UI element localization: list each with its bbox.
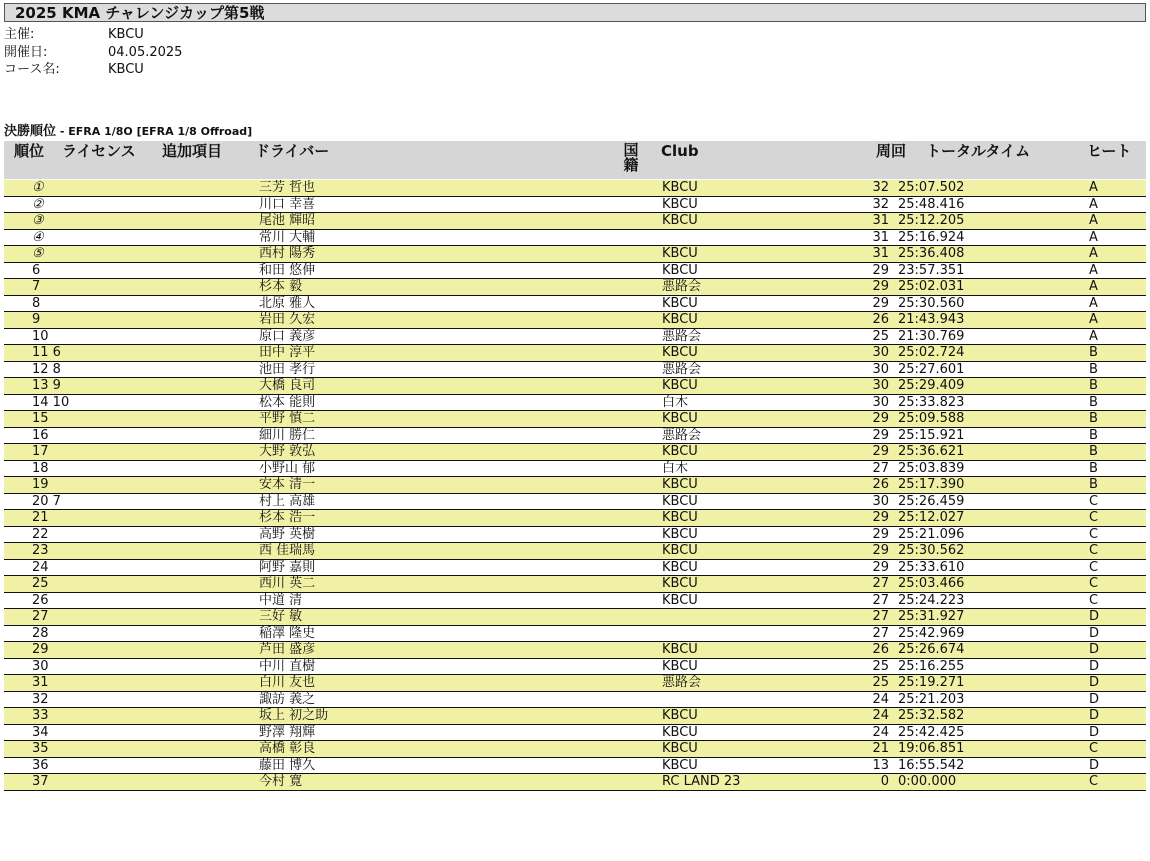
laps-cell: 24 xyxy=(872,691,889,707)
meta-label: 主催: xyxy=(4,27,35,42)
total-time-cell: 25:21.203 xyxy=(898,691,965,707)
position-cell: 27 xyxy=(32,609,49,624)
table-row xyxy=(4,609,1146,626)
position-cell: 31 xyxy=(32,675,49,690)
laps-cell: 29 xyxy=(872,559,889,575)
heat-cell: A xyxy=(1089,279,1098,294)
table-row xyxy=(4,510,1146,527)
club-cell: KBCU xyxy=(662,757,698,773)
heat-cell: A xyxy=(1089,213,1098,228)
column-header-extra: 追加項目 xyxy=(162,142,223,160)
total-time-cell: 25:03.466 xyxy=(898,576,965,591)
table-row xyxy=(4,180,1146,197)
club-cell: KBCU xyxy=(662,592,698,608)
laps-cell: 30 xyxy=(872,493,889,509)
table-row xyxy=(4,378,1146,395)
driver-cell: 細川 勝仁 xyxy=(259,427,316,443)
heat-cell: A xyxy=(1089,328,1098,344)
driver-cell: 高橋 彰良 xyxy=(259,741,316,756)
club-cell: KBCU xyxy=(662,543,698,558)
club-cell: KBCU xyxy=(662,295,698,311)
position-cell: 17 xyxy=(32,444,49,459)
club-cell: KBCU xyxy=(662,345,698,360)
position-cell: 36 xyxy=(32,757,49,773)
table-row xyxy=(4,279,1146,296)
club-cell: KBCU xyxy=(662,180,698,195)
club-cell: KBCU xyxy=(662,444,698,459)
total-time-cell: 25:21.096 xyxy=(898,526,965,542)
club-cell: 悪路会 xyxy=(662,328,702,344)
heat-cell: C xyxy=(1089,576,1099,591)
laps-cell: 30 xyxy=(872,361,889,377)
heat-cell: C xyxy=(1089,526,1099,542)
column-header-nationality-bottom: 籍 xyxy=(623,156,639,174)
club-cell: KBCU xyxy=(662,262,698,278)
driver-cell: 北原 雅人 xyxy=(259,295,316,311)
heat-cell: B xyxy=(1089,460,1098,476)
position-cell: ① xyxy=(32,180,44,195)
driver-cell: 川口 幸喜 xyxy=(259,196,316,212)
total-time-cell: 25:12.027 xyxy=(898,510,965,525)
position-cell: 8 xyxy=(32,295,41,311)
laps-cell: 27 xyxy=(872,592,889,608)
position-cell: 11 6 xyxy=(32,345,61,360)
position-cell: 26 xyxy=(32,592,49,608)
driver-cell: 大橋 良司 xyxy=(259,378,316,393)
table-row xyxy=(4,296,1146,313)
position-cell: 6 xyxy=(32,262,41,278)
heat-cell: D xyxy=(1089,691,1100,707)
table-row xyxy=(4,362,1146,379)
position-cell: 10 xyxy=(32,328,49,344)
position-cell: 33 xyxy=(32,708,49,723)
club-cell: KBCU xyxy=(662,411,698,426)
club-cell: KBCU xyxy=(662,559,698,575)
table-row xyxy=(4,329,1146,346)
heat-cell: B xyxy=(1089,477,1098,492)
position-cell: 16 xyxy=(32,427,49,443)
laps-cell: 25 xyxy=(872,658,889,674)
column-header-total-time: トータルタイム xyxy=(926,142,1031,160)
table-row xyxy=(4,312,1146,329)
laps-cell: 29 xyxy=(872,510,889,525)
heat-cell: D xyxy=(1089,642,1100,657)
total-time-cell: 25:33.610 xyxy=(898,559,965,575)
heat-cell: C xyxy=(1089,543,1099,558)
laps-cell: 26 xyxy=(872,477,889,492)
laps-cell: 21 xyxy=(872,741,889,756)
column-header-club: Club xyxy=(661,142,699,160)
driver-cell: 西 佳瑞馬 xyxy=(259,543,316,558)
total-time-cell: 25:12.205 xyxy=(898,213,965,228)
club-cell: KBCU xyxy=(662,213,698,228)
heat-cell: C xyxy=(1089,510,1099,525)
laps-cell: 25 xyxy=(872,675,889,690)
position-cell: 21 xyxy=(32,510,49,525)
heat-cell: D xyxy=(1089,724,1100,740)
table-row xyxy=(4,213,1146,230)
position-cell: ④ xyxy=(32,229,44,245)
club-cell: 白木 xyxy=(662,460,689,476)
heat-cell: B xyxy=(1089,361,1098,377)
table-row xyxy=(4,461,1146,478)
section-title-main: 決勝順位 xyxy=(4,124,57,139)
meta-label: コース名: xyxy=(4,62,60,77)
column-header-pos: 順位 xyxy=(14,142,45,160)
laps-cell: 32 xyxy=(872,196,889,212)
table-row xyxy=(4,725,1146,742)
table-row xyxy=(4,659,1146,676)
laps-cell: 29 xyxy=(872,543,889,558)
table-row xyxy=(4,626,1146,643)
total-time-cell: 25:27.601 xyxy=(898,361,965,377)
meta-label: 開催日: xyxy=(4,45,48,60)
club-cell: KBCU xyxy=(662,378,698,393)
total-time-cell: 19:06.851 xyxy=(898,741,965,756)
laps-cell: 27 xyxy=(872,576,889,591)
total-time-cell: 25:42.969 xyxy=(898,625,965,641)
position-cell: 24 xyxy=(32,559,49,575)
heat-cell: C xyxy=(1089,592,1099,608)
driver-cell: 村上 高雄 xyxy=(259,493,316,509)
total-time-cell: 23:57.351 xyxy=(898,262,965,278)
heat-cell: D xyxy=(1089,675,1100,690)
driver-cell: 小野山 郁 xyxy=(259,460,316,476)
table-row xyxy=(4,560,1146,577)
heat-cell: C xyxy=(1089,493,1099,509)
laps-cell: 27 xyxy=(872,460,889,476)
driver-cell: 中道 清 xyxy=(259,592,303,608)
table-row xyxy=(4,411,1146,428)
driver-cell: 藤田 博久 xyxy=(259,757,316,773)
driver-cell: 高野 英樹 xyxy=(259,526,316,542)
laps-cell: 27 xyxy=(872,609,889,624)
position-cell: 13 9 xyxy=(32,378,61,393)
meta-value: 04.05.2025 xyxy=(108,45,183,60)
total-time-cell: 25:30.560 xyxy=(898,295,965,311)
heat-cell: C xyxy=(1089,559,1099,575)
driver-cell: 大野 敦弘 xyxy=(259,444,316,459)
heat-cell: C xyxy=(1089,774,1099,789)
position-cell: 32 xyxy=(32,691,49,707)
laps-cell: 26 xyxy=(872,642,889,657)
heat-cell: B xyxy=(1089,411,1098,426)
driver-cell: 阿野 嘉則 xyxy=(259,559,316,575)
driver-cell: 原口 義彦 xyxy=(259,328,316,344)
club-cell: 悪路会 xyxy=(662,675,702,690)
column-header-laps: 周回 xyxy=(876,142,907,160)
laps-cell: 0 xyxy=(880,774,889,789)
driver-cell: 杉本 毅 xyxy=(259,279,303,294)
heat-cell: B xyxy=(1089,427,1098,443)
driver-cell: 平野 慎二 xyxy=(259,411,316,426)
total-time-cell: 25:33.823 xyxy=(898,394,965,410)
driver-cell: 芦田 盛彦 xyxy=(259,642,316,657)
club-cell: KBCU xyxy=(662,196,698,212)
table-row xyxy=(4,527,1146,544)
position-cell: 29 xyxy=(32,642,49,657)
table-row xyxy=(4,395,1146,412)
laps-cell: 29 xyxy=(872,526,889,542)
table-row xyxy=(4,230,1146,247)
position-cell: ⑤ xyxy=(32,246,44,261)
driver-cell: 池田 孝行 xyxy=(259,361,316,377)
driver-cell: 安本 清一 xyxy=(259,477,316,492)
driver-cell: 松本 能則 xyxy=(259,394,316,410)
position-cell: 19 xyxy=(32,477,49,492)
table-row xyxy=(4,477,1146,494)
heat-cell: C xyxy=(1089,741,1099,756)
heat-cell: A xyxy=(1089,312,1098,327)
driver-cell: 岩田 久宏 xyxy=(259,312,316,327)
driver-cell: 今村 寛 xyxy=(259,774,303,789)
laps-cell: 29 xyxy=(872,411,889,426)
driver-cell: 諏訪 義之 xyxy=(259,691,316,707)
total-time-cell: 25:48.416 xyxy=(898,196,965,212)
total-time-cell: 25:02.724 xyxy=(898,345,965,360)
driver-cell: 三好 敏 xyxy=(259,609,303,624)
position-cell: 30 xyxy=(32,658,49,674)
club-cell: KBCU xyxy=(662,526,698,542)
total-time-cell: 21:43.943 xyxy=(898,312,965,327)
table-row xyxy=(4,543,1146,560)
laps-cell: 24 xyxy=(872,708,889,723)
laps-cell: 30 xyxy=(872,394,889,410)
laps-cell: 29 xyxy=(872,262,889,278)
column-header-nationality-top: 国 xyxy=(623,141,639,159)
position-cell: 15 xyxy=(32,411,49,426)
club-cell: KBCU xyxy=(662,246,698,261)
column-header-heat: ヒート xyxy=(1087,142,1132,160)
total-time-cell: 25:36.408 xyxy=(898,246,965,261)
total-time-cell: 25:32.582 xyxy=(898,708,965,723)
position-cell: 9 xyxy=(32,312,41,327)
column-header-driver: ドライバー xyxy=(255,142,330,160)
laps-cell: 29 xyxy=(872,444,889,459)
heat-cell: A xyxy=(1089,295,1098,311)
club-cell: 悪路会 xyxy=(662,427,702,443)
laps-cell: 31 xyxy=(872,213,889,228)
section-title xyxy=(4,124,252,139)
driver-cell: 常川 大輔 xyxy=(259,229,316,245)
position-cell: 22 xyxy=(32,526,49,542)
club-cell: KBCU xyxy=(662,642,698,657)
heat-cell: A xyxy=(1089,246,1098,261)
table-row xyxy=(4,708,1146,725)
total-time-cell: 25:16.255 xyxy=(898,658,965,674)
club-cell: RC LAND 23 xyxy=(662,774,741,789)
driver-cell: 白川 友也 xyxy=(259,675,316,690)
club-cell: KBCU xyxy=(662,312,698,327)
laps-cell: 31 xyxy=(872,229,889,245)
heat-cell: A xyxy=(1089,229,1098,245)
club-cell: 悪路会 xyxy=(662,361,702,377)
results-table-header xyxy=(4,141,1146,179)
table-row xyxy=(4,741,1146,758)
position-cell: 18 xyxy=(32,460,49,476)
table-row xyxy=(4,758,1146,775)
heat-cell: B xyxy=(1089,394,1098,410)
table-row xyxy=(4,345,1146,362)
table-row xyxy=(4,428,1146,445)
club-cell: KBCU xyxy=(662,658,698,674)
heat-cell: D xyxy=(1089,757,1100,773)
position-cell: 14 10 xyxy=(32,394,70,410)
driver-cell: 坂上 初之助 xyxy=(259,708,329,723)
heat-cell: D xyxy=(1089,625,1100,641)
club-cell: 白木 xyxy=(662,394,689,410)
club-cell: KBCU xyxy=(662,724,698,740)
heat-cell: D xyxy=(1089,658,1100,674)
driver-cell: 杉本 浩一 xyxy=(259,510,316,525)
driver-cell: 和田 悠伸 xyxy=(259,262,316,278)
driver-cell: 尾池 輝昭 xyxy=(259,213,316,228)
club-cell: KBCU xyxy=(662,576,698,591)
position-cell: 25 xyxy=(32,576,49,591)
total-time-cell: 25:19.271 xyxy=(898,675,965,690)
heat-cell: D xyxy=(1089,609,1100,624)
table-row xyxy=(4,444,1146,461)
total-time-cell: 25:26.459 xyxy=(898,493,965,509)
total-time-cell: 21:30.769 xyxy=(898,328,965,344)
laps-cell: 32 xyxy=(872,180,889,195)
table-row xyxy=(4,263,1146,280)
laps-cell: 30 xyxy=(872,378,889,393)
position-cell: 23 xyxy=(32,543,49,558)
position-cell: 28 xyxy=(32,625,49,641)
table-row xyxy=(4,197,1146,214)
total-time-cell: 25:15.921 xyxy=(898,427,965,443)
total-time-cell: 25:16.924 xyxy=(898,229,965,245)
column-header-license: ライセンス xyxy=(62,142,136,160)
club-cell: KBCU xyxy=(662,477,698,492)
total-time-cell: 25:17.390 xyxy=(898,477,965,492)
total-time-cell: 25:26.674 xyxy=(898,642,965,657)
total-time-cell: 16:55.542 xyxy=(898,757,965,773)
position-cell: ② xyxy=(32,196,44,212)
position-cell: 34 xyxy=(32,724,49,740)
heat-cell: A xyxy=(1089,196,1098,212)
total-time-cell: 25:03.839 xyxy=(898,460,965,476)
total-time-cell: 25:24.223 xyxy=(898,592,965,608)
total-time-cell: 25:42.425 xyxy=(898,724,965,740)
position-cell: 20 7 xyxy=(32,493,61,509)
title-bar xyxy=(4,3,1146,22)
club-cell: 悪路会 xyxy=(662,279,702,294)
laps-cell: 29 xyxy=(872,279,889,294)
laps-cell: 13 xyxy=(872,757,889,773)
driver-cell: 中川 直樹 xyxy=(259,658,316,674)
laps-cell: 24 xyxy=(872,724,889,740)
position-cell: 12 8 xyxy=(32,361,61,377)
section-subtitle: - EFRA 1/8O [EFRA 1/8 Offroad] xyxy=(56,125,253,138)
table-row xyxy=(4,692,1146,709)
total-time-cell: 25:07.502 xyxy=(898,180,965,195)
laps-cell: 25 xyxy=(872,328,889,344)
table-row xyxy=(4,593,1146,610)
meta-value: KBCU xyxy=(108,62,144,77)
table-row xyxy=(4,774,1146,791)
driver-cell: 西村 陽秀 xyxy=(259,246,316,261)
driver-cell: 稲澤 隆史 xyxy=(259,625,316,641)
club-cell: KBCU xyxy=(662,493,698,509)
table-row xyxy=(4,246,1146,263)
total-time-cell: 25:31.927 xyxy=(898,609,965,624)
laps-cell: 30 xyxy=(872,345,889,360)
position-cell: ③ xyxy=(32,213,44,228)
total-time-cell: 25:09.588 xyxy=(898,411,965,426)
heat-cell: B xyxy=(1089,345,1098,360)
laps-cell: 29 xyxy=(872,295,889,311)
page-title: 2025 KMA チャレンジカップ第5戦 xyxy=(15,4,265,22)
driver-cell: 田中 淳平 xyxy=(259,345,316,360)
total-time-cell: 25:36.621 xyxy=(898,444,965,459)
table-row xyxy=(4,642,1146,659)
position-cell: 37 xyxy=(32,774,49,789)
position-cell: 35 xyxy=(32,741,49,756)
driver-cell: 野澤 翔輝 xyxy=(259,724,316,740)
driver-cell: 三芳 哲也 xyxy=(259,180,316,195)
club-cell: KBCU xyxy=(662,708,698,723)
laps-cell: 26 xyxy=(872,312,889,327)
heat-cell: B xyxy=(1089,378,1098,393)
table-row xyxy=(4,494,1146,511)
table-row xyxy=(4,675,1146,692)
position-cell: 7 xyxy=(32,279,41,294)
table-row xyxy=(4,576,1146,593)
results-table-body xyxy=(4,180,1146,791)
laps-cell: 29 xyxy=(872,427,889,443)
club-cell: KBCU xyxy=(662,510,698,525)
meta-value: KBCU xyxy=(108,27,144,42)
total-time-cell: 0:00.000 xyxy=(898,774,957,789)
total-time-cell: 25:29.409 xyxy=(898,378,965,393)
heat-cell: A xyxy=(1089,262,1098,278)
total-time-cell: 25:02.031 xyxy=(898,279,965,294)
laps-cell: 27 xyxy=(872,625,889,641)
total-time-cell: 25:30.562 xyxy=(898,543,965,558)
driver-cell: 西川 英二 xyxy=(259,576,316,591)
column-header-nationality xyxy=(621,143,641,173)
heat-cell: D xyxy=(1089,708,1100,723)
heat-cell: B xyxy=(1089,444,1098,459)
heat-cell: A xyxy=(1089,180,1098,195)
laps-cell: 31 xyxy=(872,246,889,261)
club-cell: KBCU xyxy=(662,741,698,756)
